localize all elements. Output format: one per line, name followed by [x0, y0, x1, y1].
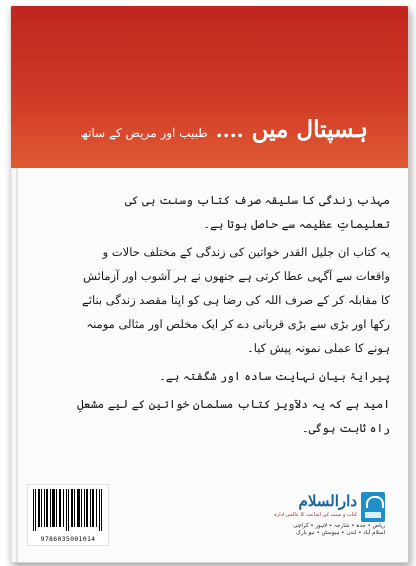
- cover-title: ہسپتال میں: [251, 116, 368, 143]
- cover-title-dots: ....: [215, 118, 244, 142]
- book-back-cover: [10, 6, 409, 563]
- blurb-paragraph: مہذب زندگی کا سلیقہ صرف کتاب وسنت ہی کی تعلیماتِ عظیمہ سے حاصل ہوتا ہے۔: [124, 193, 390, 231]
- blurb-paragraph: یہ کتاب ان جلیل القدر خواتین کی زندگی کے مختلف حالات و واقعات سے آگہی عطا کرتی ہے جنھوں نے ہر آشوب اور آزمائش کا مقابلہ کر کے صرف اللہ کی رضا ہی کو اپنا مقصد زندگی بنائے رکھا اور بڑی سے بڑی قربانی دے کر ایک مخلص اور مثالی مومنہ ہونے کا عملی نمونہ پیش کیا۔: [82, 245, 390, 355]
- red-header-band: [11, 6, 408, 168]
- publisher-cities: [273, 523, 385, 537]
- publisher-logo-icon: [361, 492, 385, 522]
- blurb-paragraph: امید ہے کہ یہ دلآویز کتاب مسلمان خواتین کے لیے مشعلِ راہ ثابت ہوگی۔: [77, 397, 390, 435]
- barcode-number: 9786035001014: [40, 535, 96, 543]
- publisher-name: دارالسلام: [298, 492, 357, 510]
- cover-subtitle: طبیب اور مریض کے ساتھ: [80, 126, 208, 140]
- barcode-bars: [32, 489, 104, 531]
- publisher-cities-line: اسلام آباد • لندن • ہیوسٹن • نیو یارک: [296, 530, 385, 536]
- publisher-block: [273, 492, 385, 538]
- isbn-barcode: [27, 484, 109, 546]
- publisher-tagline: کتاب و سنت کی اشاعت کا عالمی ادارہ: [273, 512, 357, 518]
- publisher-cities-line: ریاض • جدہ • شارجہ • لاہور • کراچی: [293, 523, 385, 529]
- blurb-paragraph: پیرایۂ بیان نہایت سادہ اور شگفتہ ہے۔: [159, 369, 390, 383]
- cover-title-row: [81, 116, 368, 143]
- blurb-text: [72, 188, 390, 444]
